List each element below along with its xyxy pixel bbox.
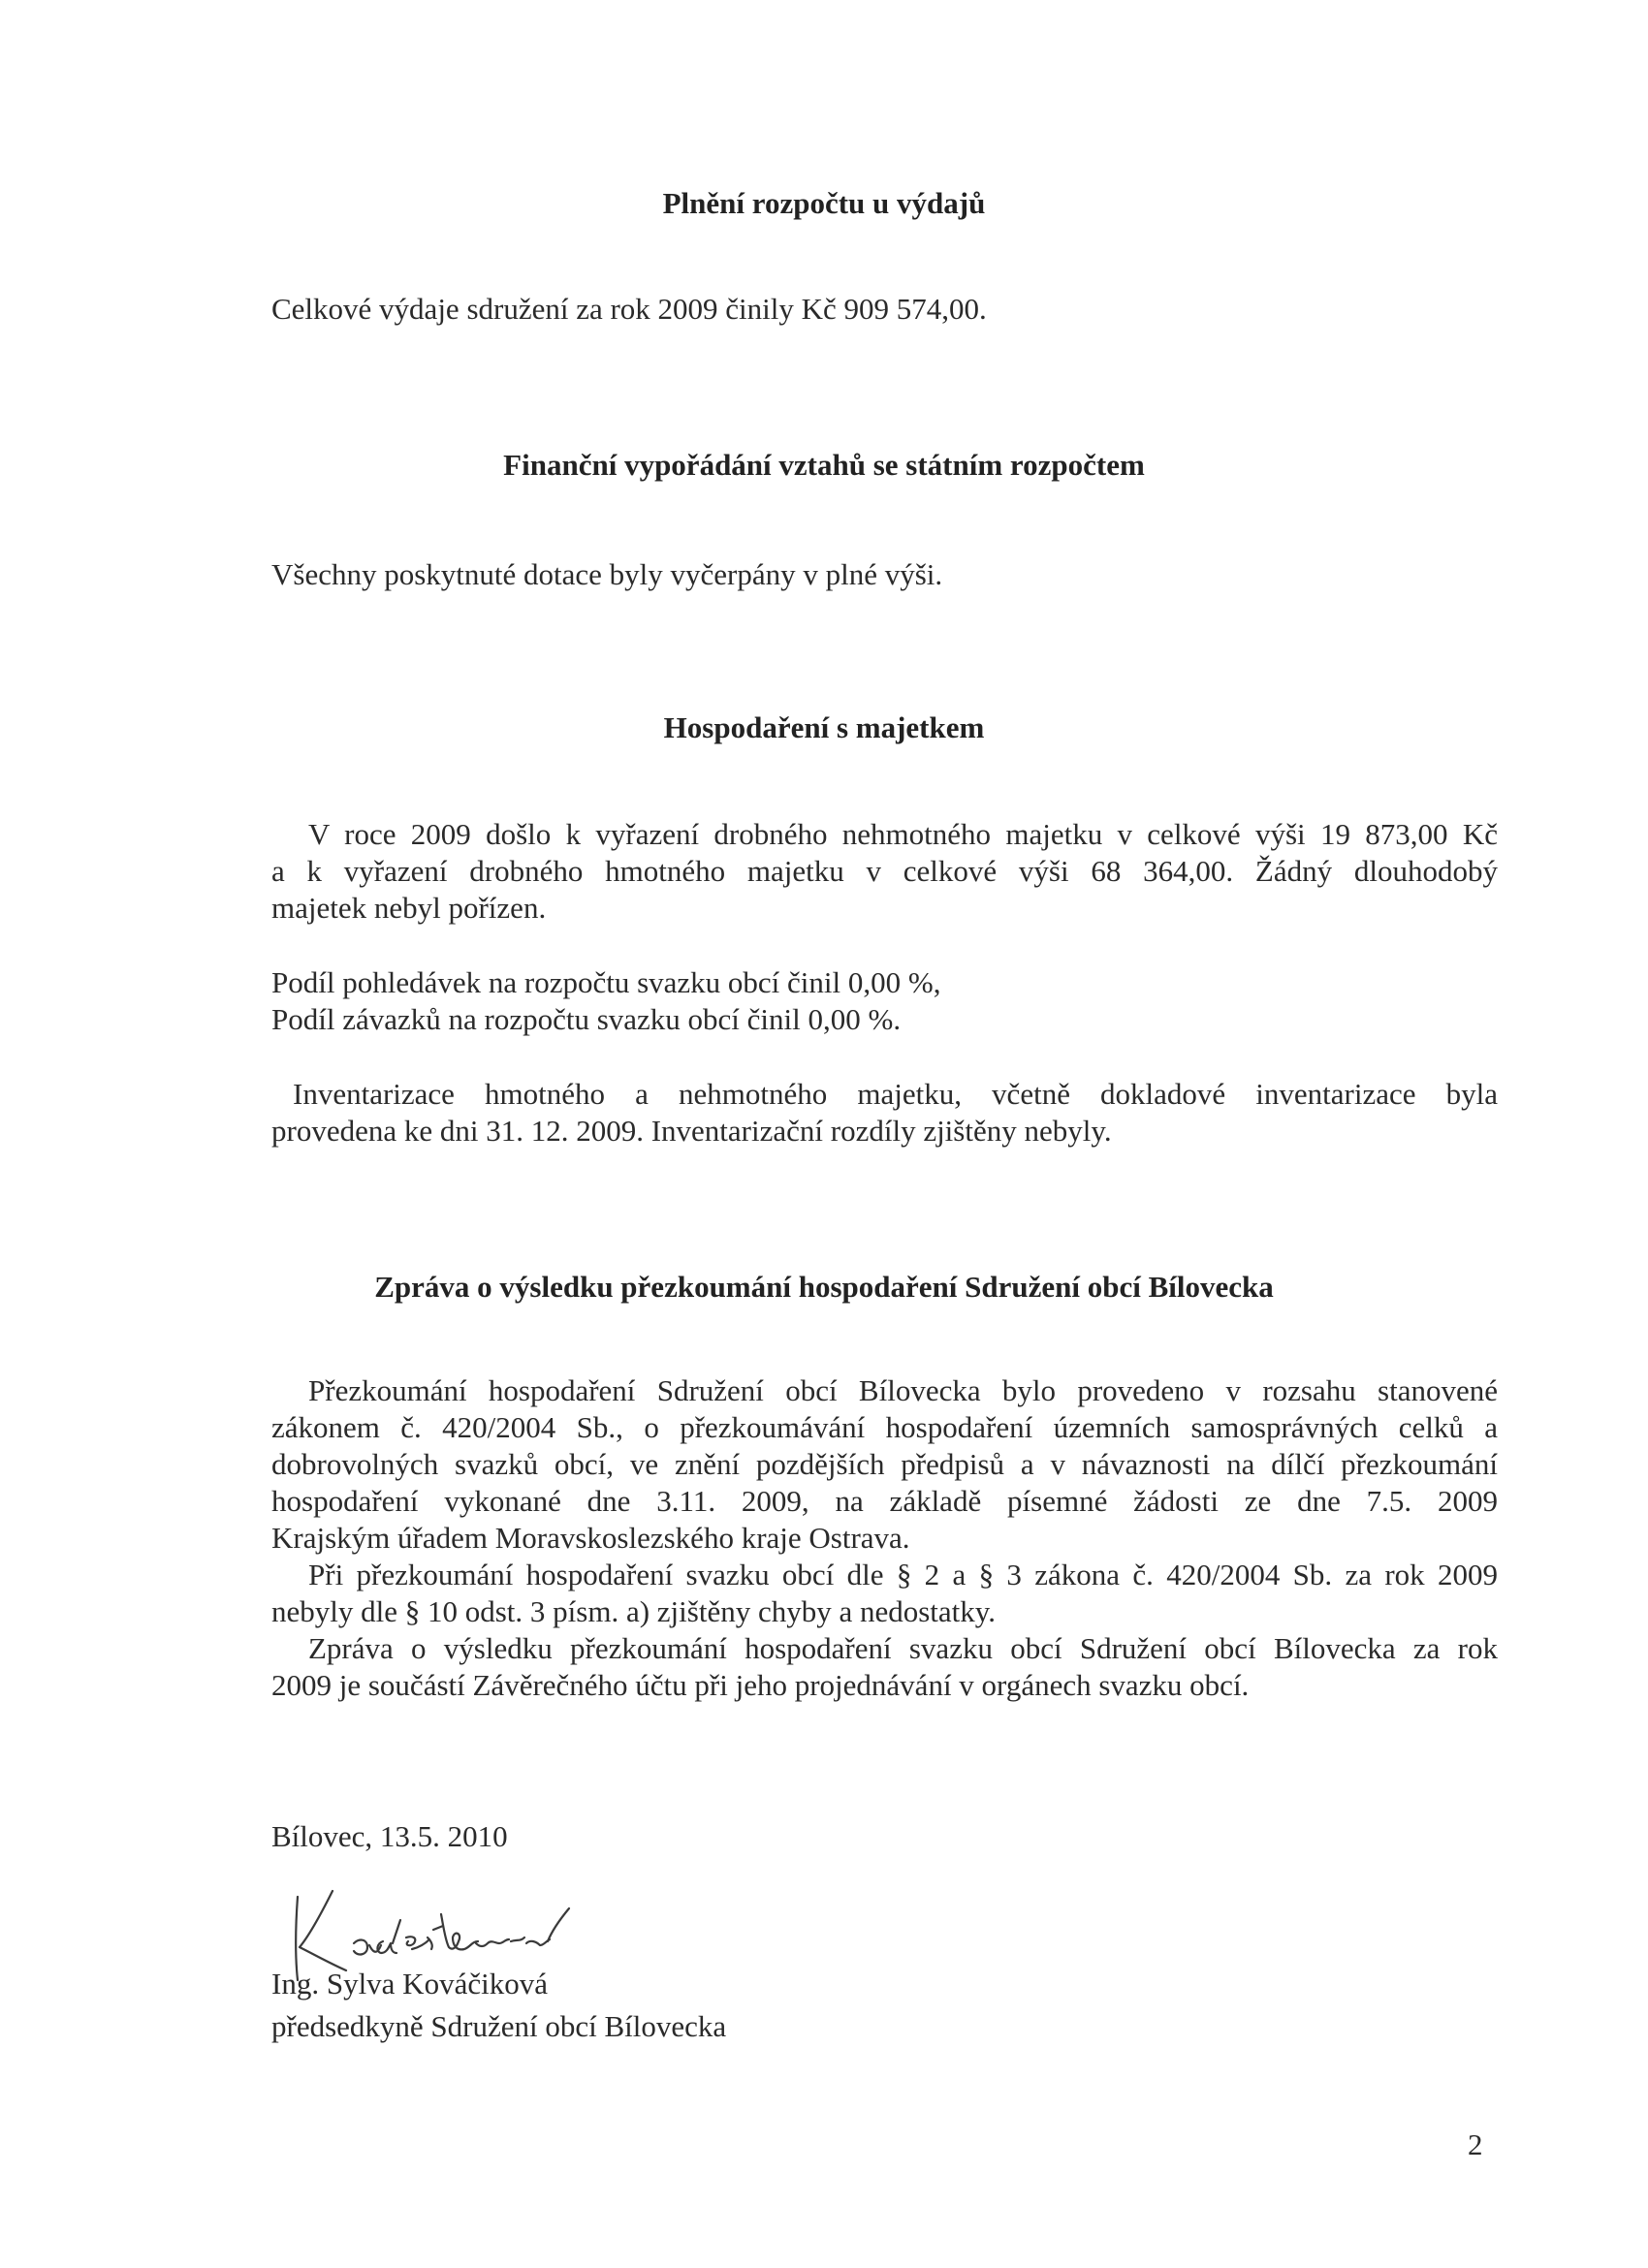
ratio-line: Podíl pohledávek na rozpočtu svazku obcí činil 0,00 %, xyxy=(271,965,941,999)
property-line: V roce 2009 došlo k vyřazení drobného nehmotného majetku v celkové výši 19 873,00 Kč xyxy=(308,817,1498,851)
state-budget-text: Všechny poskytnuté dotace byly vyčerpány v plné výši. xyxy=(271,557,943,591)
heading-budget-expenses: Plnění rozpočtu u výdajů xyxy=(662,186,986,220)
review-line: hospodaření vykonané dne 3.11. 2009, na základě písemné žádosti ze dne 7.5. 2009 xyxy=(271,1484,1498,1518)
review-line: zákonem č. 420/2004 Sb., o přezkoumávání hospodaření územních samosprávných celků a xyxy=(271,1410,1498,1444)
review-line: Přezkoumání hospodaření Sdružení obcí Bílovecka bylo provedeno v rozsahu stanovené xyxy=(308,1373,1498,1407)
signatory-role: předsedkyně Sdružení obcí Bílovecka xyxy=(271,2009,727,2043)
property-line: a k vyřazení drobného hmotného majetku v celkové výši 68 364,00. Žádný dlouhodobý xyxy=(271,854,1498,888)
review-line: Při přezkoumání hospodaření svazku obcí dle § 2 a § 3 zákona č. 420/2004 Sb. za rok 2009 xyxy=(308,1558,1498,1591)
property-paragraph xyxy=(271,816,1498,927)
ratios-paragraph xyxy=(271,964,940,1038)
review-line: dobrovolných svazků obcí, ve znění pozdějších předpisů a v návaznosti na dílčí přezkoumání xyxy=(271,1447,1498,1481)
heading-review: Zpráva o výsledku přezkoumání hospodaření Sdružení obcí Bílovecka xyxy=(374,1270,1274,1304)
review-line: Krajským úřadem Moravskoslezského kraje Ostrava. xyxy=(271,1521,910,1555)
review-line: nebyly dle § 10 odst. 3 písm. a) zjištěny chyby a nedostatky. xyxy=(271,1594,997,1628)
signatory-name: Ing. Sylva Kováčiková xyxy=(271,1967,548,2000)
review-line: Zpráva o výsledku přezkoumání hospodaření svazku obcí Sdružení obcí Bílovecka za rok xyxy=(308,1631,1498,1665)
page-number: 2 xyxy=(1468,2127,1483,2161)
property-line: majetek nebyl pořízen. xyxy=(271,891,547,925)
review-line: 2009 je součástí Závěrečného účtu při jeho projednávání v orgánech svazku obcí. xyxy=(271,1668,1250,1702)
inventory-line: Inventarizace hmotného a nehmotného majetku, včetně dokladové inventarizace byla xyxy=(293,1077,1498,1111)
heading-property: Hospodaření s majetkem xyxy=(663,710,985,744)
budget-expenses-text: Celkové výdaje sdružení za rok 2009 činily Kč 909 574,00. xyxy=(271,292,987,326)
place-date: Bílovec, 13.5. 2010 xyxy=(271,1819,508,1853)
review-paragraph xyxy=(271,1372,1498,1704)
heading-state-budget: Finanční vypořádání vztahů se státním rozpočtem xyxy=(503,448,1145,482)
inventory-paragraph xyxy=(271,1076,1498,1150)
ratio-line: Podíl závazků na rozpočtu svazku obcí činil 0,00 %. xyxy=(271,1002,902,1036)
inventory-line: provedena ke dni 31. 12. 2009. Inventarizační rozdíly zjištěny nebyly. xyxy=(271,1114,1112,1148)
